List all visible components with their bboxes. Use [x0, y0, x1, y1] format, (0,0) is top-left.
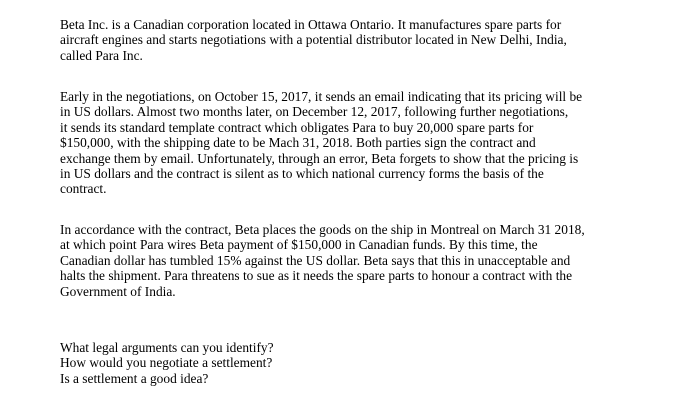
text-line: exchange them by email. Unfortunately, through an error, Beta forgets to show that the pricing is [60, 150, 579, 166]
text-line: aircraft engines and starts negotiations with a potential distributor located in New Delhi, India, [60, 32, 567, 48]
text-line: $150,000, with the shipping date to be Mach 31, 2018. Both parties sign the contract and [60, 135, 536, 151]
text-line: Early in the negotiations, on October 15, 2017, it sends an email indicating that its pricing will be [60, 89, 583, 104]
questions-paragraph [60, 340, 274, 386]
text-line: Canadian dollar has tumbled 15% against the US dollar. Beta says that this in unacceptable and [60, 252, 571, 268]
question-line: Is a settlement a good idea? [60, 370, 209, 386]
shipment-paragraph [60, 222, 585, 299]
text-line: in US dollars and the contract is silent as to which national currency forms the basis of the [60, 166, 544, 182]
text-line: In accordance with the contract, Beta places the goods on the ship in Montreal on March 31 2018, [60, 222, 585, 237]
text-line: contract. [60, 181, 107, 197]
question-line: What legal arguments can you identify? [60, 340, 274, 355]
text-line: it sends its standard template contract which obligates Para to buy 20,000 spare parts for [60, 119, 534, 135]
text-line: Government of India. [60, 283, 176, 299]
text-line: at which point Para wires Beta payment of $150,000 in Canadian funds. By this time, the [60, 237, 538, 253]
text-line: called Para Inc. [60, 47, 143, 63]
intro-paragraph [60, 17, 567, 63]
text-line: in US dollars. Almost two months later, on December 12, 2017, following further negotiations, [60, 104, 569, 120]
text-line: halts the shipment. Para threatens to sue as it needs the spare parts to honour a contract with the [60, 268, 573, 284]
text-line: Beta Inc. is a Canadian corporation located in Ottawa Ontario. It manufactures spare parts for [60, 17, 562, 32]
question-line: How would you negotiate a settlement? [60, 355, 273, 371]
negotiations-paragraph [60, 89, 582, 197]
